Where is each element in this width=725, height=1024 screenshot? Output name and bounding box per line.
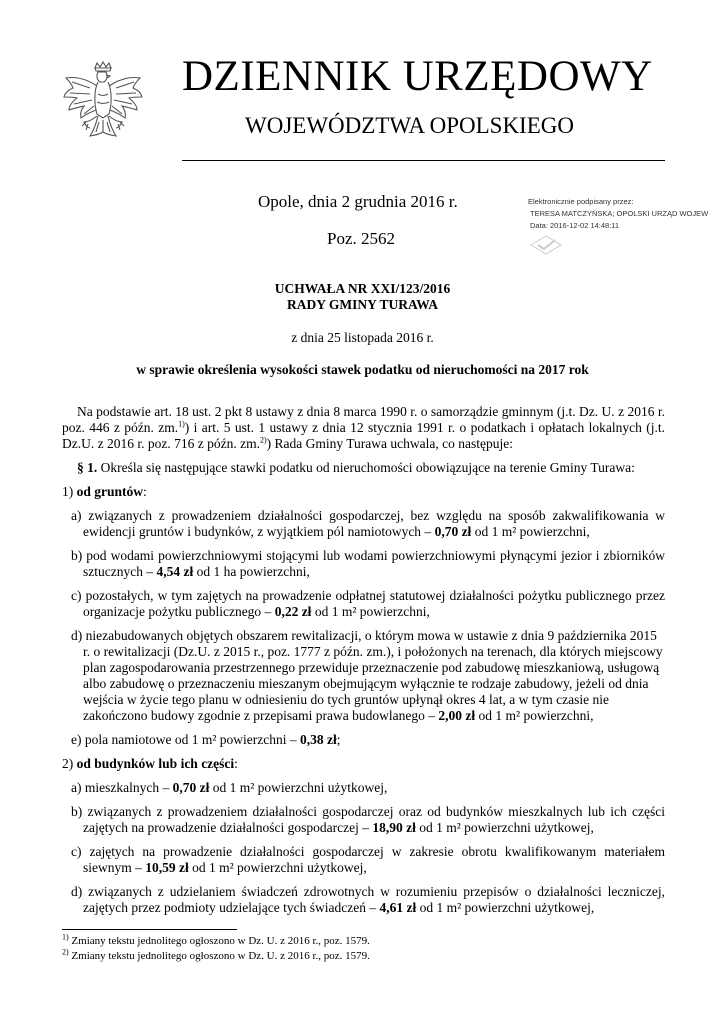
- group-land-heading: 1) od gruntów:: [62, 484, 147, 499]
- list-item: a) związanych z prowadzeniem działalności gospodarczej, bez względu na sposób zakwalifikowania w ewidencji gruntów i budynków, z wyjątkiem pól namiotowych – 0,70 zł od 1 m² powierzchni,: [71, 508, 665, 539]
- footnote-divider: [62, 929, 237, 930]
- position-number: Poz. 2562: [327, 229, 395, 248]
- list-item: d) związanych z udzielaniem świadczeń zdrowotnych w rozumieniu przepisów o działalności leczniczej, zajętych przez podmioty udzielające tych świadczeń – 4,61 zł od 1 m² powierzchni użytkowej,: [71, 884, 665, 915]
- resolution-subject: w sprawie określenia wysokości stawek podatku od nieruchomości na 2017 rok: [136, 362, 589, 377]
- signature-check-icon: [529, 234, 563, 256]
- list-item: a) mieszkalnych – 0,70 zł od 1 m² powierzchni użytkowej,: [71, 780, 388, 795]
- list-item: e) pola namiotowe od 1 m² powierzchni – 0,38 zł;: [71, 732, 341, 747]
- preamble: Na podstawie art. 18 ust. 2 pkt 8 ustawy z dnia 8 marca 1990 r. o samorządzie gminnym (j.t. Dz. U. z 2016 r. poz. 446 z późn. zm.$^{1)}$) i art. 5 ust. 1 ustawy z dnia 12 stycznia 1991 r. o podatkach i opłatach lokalnych (j.t. Dz.U. z 2016 r. poz. 716 z późn. zm.$^{2)}$) Rada Gminy Turawa uchwala, co następuje:: [62, 404, 666, 451]
- signature-date: Data: 2016-12-02 14:48:11: [530, 221, 620, 230]
- resolution-number: UCHWAŁA NR XXI/123/2016: [274, 281, 451, 296]
- list-item: b) związanych z prowadzeniem działalności gospodarczej oraz od budynków mieszkalnych lub ich części zajętych na prowadzenie działalności gospodarczej – 18,90 zł od 1 m² powierzchni użytkowej,: [71, 804, 665, 835]
- resolution-council: RADY GMINY TURAWA: [286, 297, 438, 312]
- header-divider: [182, 160, 665, 161]
- journal-subtitle: WOJEWÓDZTWA OPOLSKIEGO: [245, 113, 574, 138]
- journal-title: DZIENNIK URZĘDOWY: [182, 53, 653, 100]
- footnote-2: $^{2)}$ Zmiany tekstu jednolitego ogłoszono w Dz. U. z 2016 r., poz. 1579.: [62, 947, 370, 962]
- signature-label: Elektronicznie podpisany przez:: [528, 197, 634, 206]
- publication-date: Opole, dnia 2 grudnia 2016 r.: [258, 192, 458, 211]
- signature-signer: TERESA MATCZYŃSKA; OPOLSKI URZĄD WOJEW: [530, 209, 709, 218]
- resolution-date: z dnia 25 listopada 2016 r.: [291, 330, 434, 345]
- electronic-signature: [528, 196, 708, 232]
- list-item: c) pozostałych, w tym zajętych na prowadzenie odpłatnej statutowej działalności pożytku publicznego przez organizacje pożytku publicznego – 0,22 zł od 1 m² powierzchni,: [71, 588, 665, 619]
- list-item: c) zajętych na prowadzenie działalności gospodarczej w zakresie obrotu kwalifikowanym materiałem siewnym – 10,59 zł od 1 m² powierzchni użytkowej,: [71, 844, 665, 875]
- list-item: b) pod wodami powierzchniowymi stojącymi lub wodami powierzchniowymi płynącymi jezior i zbiorników sztucznych – 4,54 zł od 1 ha powierzchni,: [71, 548, 665, 579]
- section-1: § 1. Określa się następujące stawki podatku od nieruchomości obowiązujące na terenie Gminy Turawa:: [77, 460, 635, 475]
- list-item: d) niezabudowanych objętych obszarem rewitalizacji, o którym mowa w ustawie z dnia 9 października 2015 r. o rewitalizacji (Dz.U. z 2015 r., poz. 1777 z późn. zm.), i położonych na terenach, dla których miejscowy plan zagospodarowania przestrzennego przewiduje przeznaczenie pod zabudowę mieszkaniową, usługową albo zabudowę o przeznaczeniu mieszanym obejmującym wyłącznie te rodzaje zabudowy, jeżeli od dnia wejścia w życie tego planu w odniesieniu do tych gruntów upłynął okres 4 lat, a w tym czasie nie zakończono budowy zgodnie z przepisami prawa budowlanego – 2,00 zł od 1 m² powierzchni,: [71, 628, 663, 723]
- polish-eagle-emblem: [60, 60, 146, 160]
- footnote-ref-1: 1): [178, 419, 185, 429]
- footnote-ref-2: 2): [259, 435, 267, 445]
- footnote-1: $^{1)}$ Zmiany tekstu jednolitego ogłoszono w Dz. U. z 2016 r., poz. 1579.: [62, 932, 370, 947]
- section-1-label: § 1.: [77, 460, 98, 475]
- resolution-body: [62, 404, 665, 916]
- group-buildings-heading: 2) od budynków lub ich części:: [62, 756, 238, 771]
